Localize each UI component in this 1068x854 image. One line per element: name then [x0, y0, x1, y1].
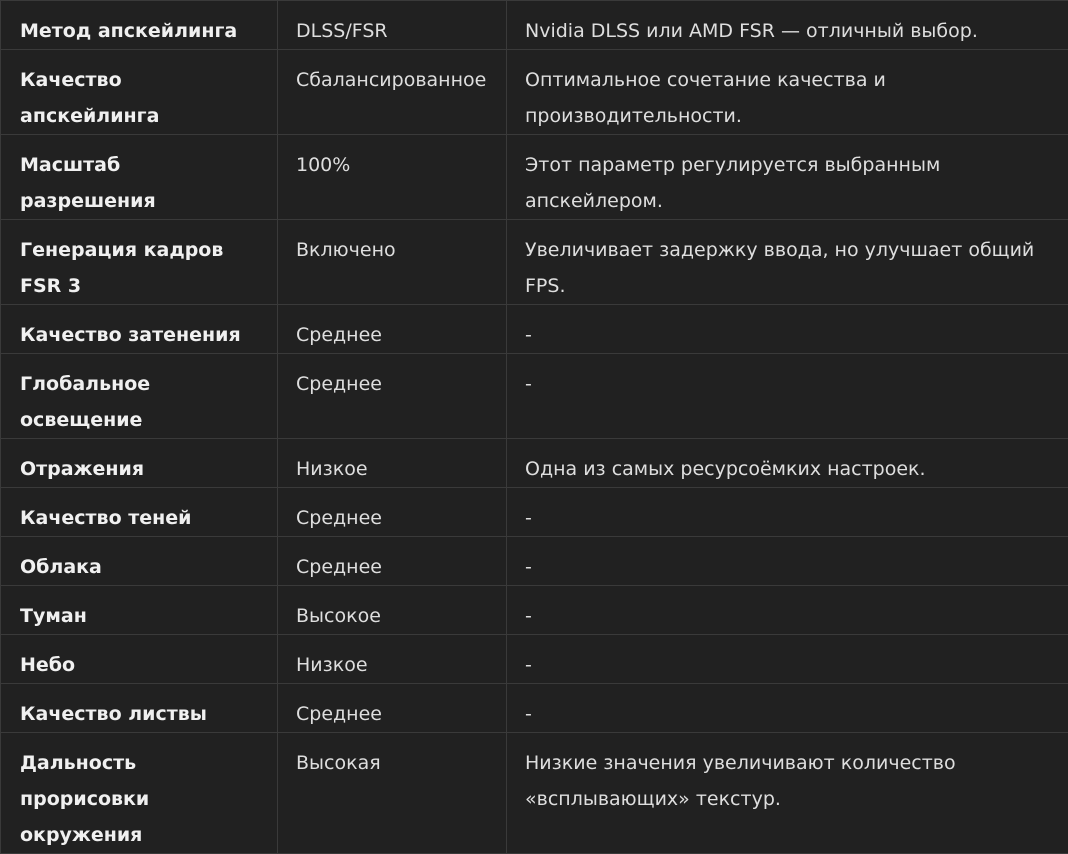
setting-note: - [507, 305, 1068, 354]
setting-name: Дальность прорисовки окружения [1, 733, 278, 854]
setting-value: Высокое [278, 586, 507, 635]
setting-value: Включено [278, 220, 507, 305]
setting-note: - [507, 488, 1068, 537]
setting-value: Среднее [278, 684, 507, 733]
setting-value: Низкое [278, 439, 507, 488]
setting-value: Среднее [278, 537, 507, 586]
setting-note: Низкие значения увеличивают количество «всплывающих» текстур. [507, 733, 1068, 854]
table-row [1, 684, 1068, 733]
setting-name: Качество затенения [1, 305, 278, 354]
setting-value: 100% [278, 135, 507, 220]
setting-note: - [507, 635, 1068, 684]
setting-value: DLSS/FSR [278, 1, 507, 50]
setting-value: Среднее [278, 305, 507, 354]
setting-note: - [507, 586, 1068, 635]
setting-name: Качество листвы [1, 684, 278, 733]
setting-note: - [507, 684, 1068, 733]
setting-value: Сбалансированное [278, 50, 507, 135]
table-row [1, 439, 1068, 488]
setting-name: Глобальное освещение [1, 354, 278, 439]
setting-value: Среднее [278, 488, 507, 537]
setting-name: Небо [1, 635, 278, 684]
setting-name: Метод апскейлинга [1, 1, 278, 50]
table-row [1, 488, 1068, 537]
table-row [1, 50, 1068, 135]
table-row [1, 354, 1068, 439]
table-row [1, 733, 1068, 854]
setting-name: Отражения [1, 439, 278, 488]
setting-name: Качество апскейлинга [1, 50, 278, 135]
table-row [1, 586, 1068, 635]
setting-value: Среднее [278, 354, 507, 439]
setting-note: Nvidia DLSS или AMD FSR — отличный выбор. [507, 1, 1068, 50]
setting-name: Генерация кадров FSR 3 [1, 220, 278, 305]
setting-note: - [507, 354, 1068, 439]
table-row [1, 135, 1068, 220]
setting-note: - [507, 537, 1068, 586]
setting-name: Облака [1, 537, 278, 586]
setting-name: Масштаб разрешения [1, 135, 278, 220]
setting-name: Туман [1, 586, 278, 635]
table-row [1, 537, 1068, 586]
setting-note: Увеличивает задержку ввода, но улучшает общий FPS. [507, 220, 1068, 305]
setting-value: Низкое [278, 635, 507, 684]
table-row [1, 305, 1068, 354]
table-row [1, 635, 1068, 684]
setting-value: Высокая [278, 733, 507, 854]
setting-name: Качество теней [1, 488, 278, 537]
setting-note: Одна из самых ресурсоёмких настроек. [507, 439, 1068, 488]
table-row [1, 1, 1068, 50]
setting-note: Оптимальное сочетание качества и производительности. [507, 50, 1068, 135]
table-row [1, 220, 1068, 305]
setting-note: Этот параметр регулируется выбранным апскейлером. [507, 135, 1068, 220]
